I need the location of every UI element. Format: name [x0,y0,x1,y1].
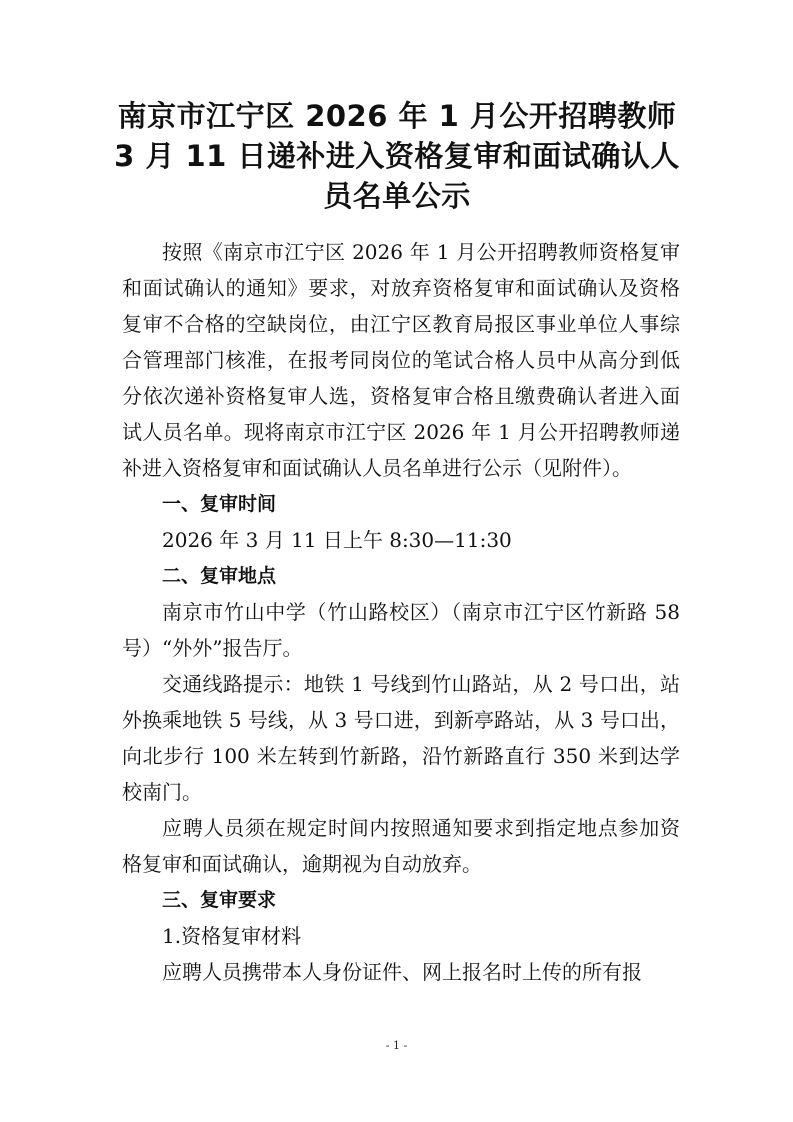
materials-subheading: 1.资格复审材料 [162,924,302,948]
review-time-text: 2026 年 3 月 11 日上午 8:30—11:30 [162,528,512,552]
attendance-notice-text: 应聘人员须在规定时间内按照通知要求到指定地点参加资格复审和面试确认，逾期视为自动放弃。 [122,816,680,876]
section-heading-review-time: 一、复审时间 [162,493,277,515]
review-location-text: 南京市竹山中学（竹山路校区）（南京市江宁区竹新路 58 号）“外外”报告厅。 [122,600,680,660]
document-body [122,234,680,990]
section-heading-review-location: 二、复审地点 [162,565,277,587]
document-title: 南京市江宁区 2026 年 1 月公开招聘教师 3 月 11 日递补进入资格复审和面试确认人员名单公示 [114,99,680,213]
transport-route-text: 交通线路提示：地铁 1 号线到竹山路站，从 2 号口出，站外换乘地铁 5 号线，从 3 号口进，到新亭路站，从 3 号口出，向北步行 100 米左转到竹新路，沿竹新路直行 350 米到达学校南门。 [122,672,680,804]
materials-text: 应聘人员携带本人身份证件、网上报名时上传的所有报 [162,960,642,984]
intro-paragraph: 按照《南京市江宁区 2026 年 1 月公开招聘教师资格复审和面试确认的通知》要求，对放弃资格复审和面试确认及资格复审不合格的空缺岗位，由江宁区教育局报区事业单位人事综合管理部门核准，在报考同岗位的笔试合格人员中从高分到低分依次递补资格复审人选，资格复审合格且缴费确认者进入面试人员名单。现将南京市江宁区 2026 年 1 月公开招聘教师递补进入资格复审和面试确认人员名单进行公示（见附件）。 [122,240,680,480]
page-number: - 1 - [385,1039,408,1052]
section-heading-review-requirements: 三、复审要求 [162,889,277,911]
